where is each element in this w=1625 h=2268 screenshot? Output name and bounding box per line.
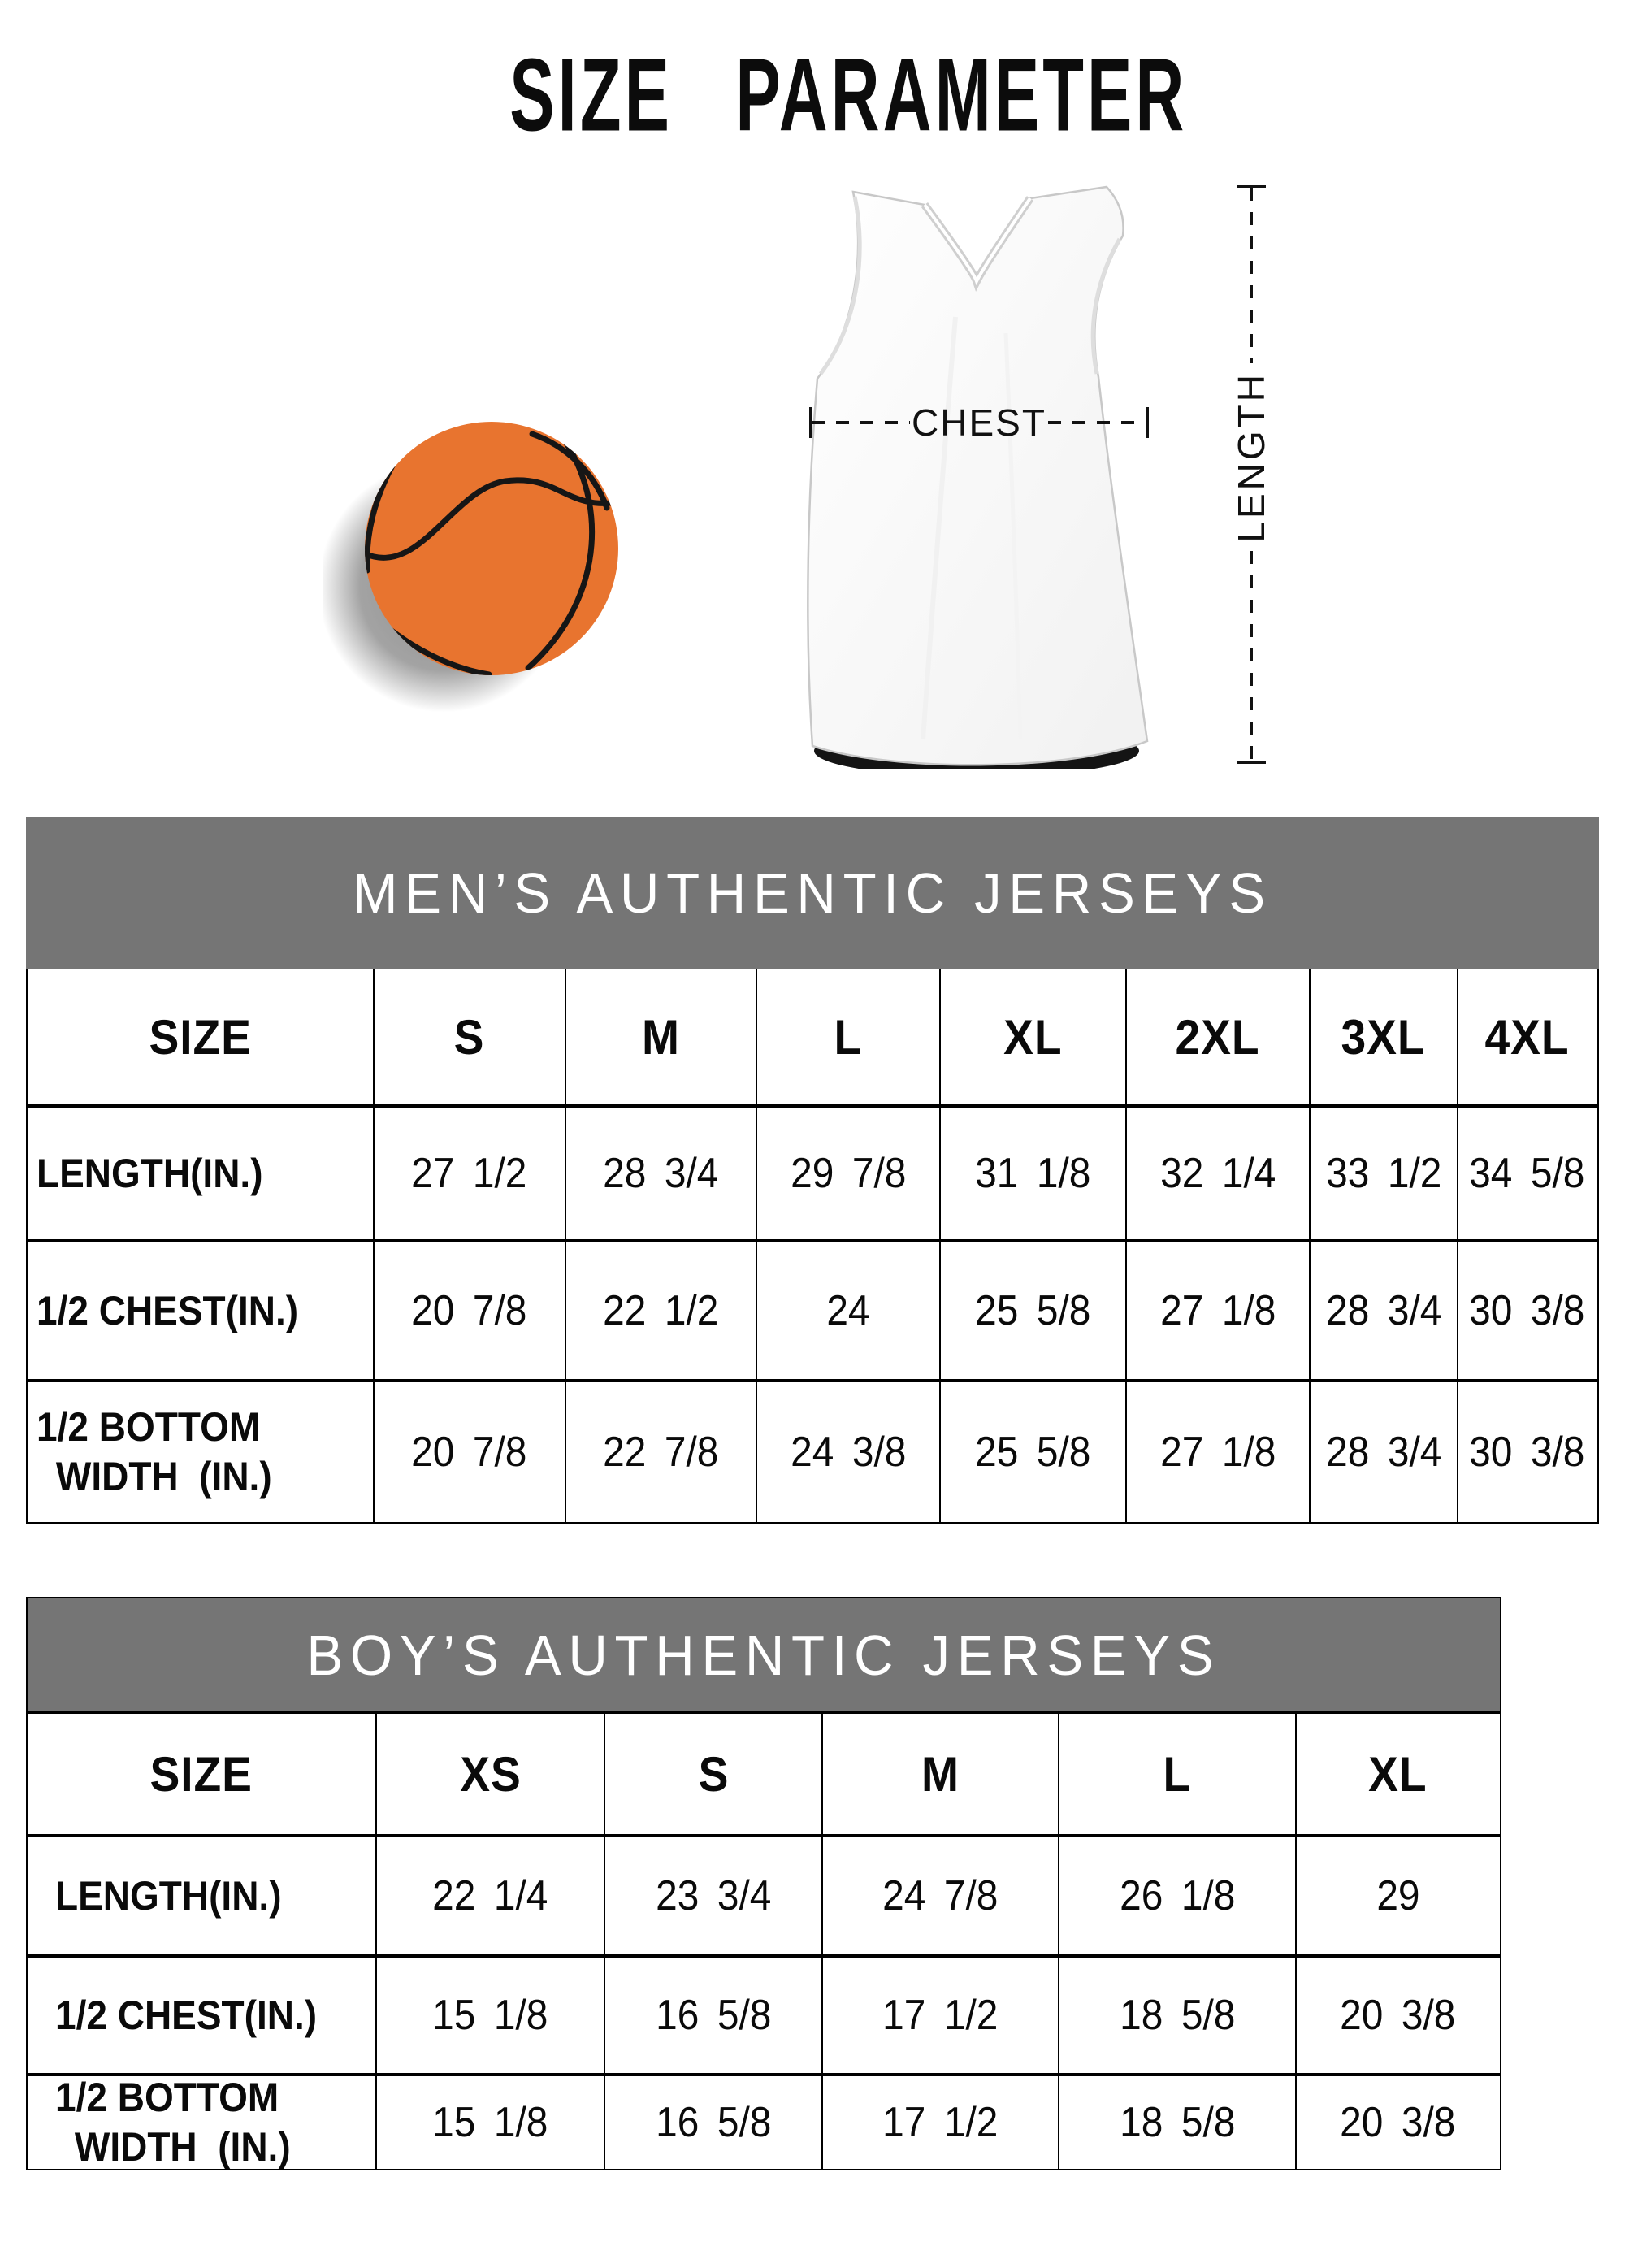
length-bottom-tick [1237,761,1266,764]
size-value: 24 7/8 [821,1834,1058,1954]
size-value: 15 1/8 [375,1954,604,2073]
column-header: S [604,1714,821,1834]
row-label: 1/2 BOTTOM WIDTH (IN.) [28,2073,375,2169]
size-value: 29 7/8 [756,1104,939,1239]
size-value: 16 5/8 [604,1954,821,2073]
boys-table-grid [28,1714,1500,2169]
size-value: 27 1/8 [1125,1239,1309,1379]
size-value: 25 5/8 [939,1379,1124,1522]
size-value: 31 1/8 [939,1104,1124,1239]
length-measure-line [1232,185,1271,764]
row-label: LENGTH(IN.) [28,1834,375,1954]
size-value: 22 7/8 [565,1379,756,1522]
size-value: 18 5/8 [1058,1954,1294,2073]
column-header: SIZE [149,1009,252,1065]
size-value: 20 3/8 [1295,2073,1500,2169]
size-value: 28 3/4 [1309,1379,1456,1522]
column-header: 3XL [1309,969,1456,1104]
size-value: 20 7/8 [373,1379,565,1522]
size-value: 28 3/4 [1309,1239,1456,1379]
length-dash-bottom [1250,551,1253,761]
size-value: 16 5/8 [604,2073,821,2169]
row-label: 1/2 CHEST(IN.) [28,1239,373,1379]
size-value: 30 3/8 [1457,1379,1597,1522]
size-value: 15 1/8 [375,2073,604,2169]
size-value: 24 [756,1239,939,1379]
size-value: 26 1/8 [1058,1834,1294,1954]
column-header: XL [939,969,1124,1104]
size-value: 27 1/8 [1125,1379,1309,1522]
size-value: 25 5/8 [939,1239,1124,1379]
size-value: 33 1/2 [1309,1104,1456,1239]
column-header: XS [375,1714,604,1834]
size-value: 17 1/2 [821,1954,1058,2073]
column-header: L [756,969,939,1104]
size-value: 23 3/4 [604,1834,821,1954]
size-value: 29 [1295,1834,1500,1954]
length-label: LENGTH [1230,371,1272,543]
chest-dash-left [812,421,910,424]
size-value: 27 1/2 [373,1104,565,1239]
boys-table-header-band [28,1598,1500,1714]
column-header: M [821,1714,1058,1834]
size-value: 24 3/8 [756,1379,939,1522]
size-value: 32 1/4 [1125,1104,1309,1239]
row-label: LENGTH(IN.) [28,1104,373,1239]
page-title: SIZE PARAMETER [509,37,1188,153]
chest-measure-line [809,401,1149,444]
mens-table-title: MEN’S AUTHENTIC JERSEYS [352,861,1273,925]
size-value: 20 7/8 [373,1239,565,1379]
row-label: 1/2 BOTTOM WIDTH (IN.) [28,1379,373,1522]
chest-label: CHEST [912,401,1046,444]
size-value: 22 1/4 [375,1834,604,1954]
jersey-image [801,171,1155,769]
size-value: 17 1/2 [821,2073,1058,2169]
size-value: 22 1/2 [565,1239,756,1379]
size-value: 28 3/4 [565,1104,756,1239]
column-header: 2XL [1125,969,1309,1104]
mens-jerseys-table [26,817,1599,1524]
column-header: 4XL [1457,969,1597,1104]
mens-table-header-band [26,817,1599,969]
column-header: S [373,969,565,1104]
chest-dash-right [1048,421,1146,424]
boys-jerseys-table [26,1597,1502,2170]
column-header: SIZE [150,1746,254,1802]
column-header: M [565,969,756,1104]
size-value: 30 3/8 [1457,1239,1597,1379]
column-header: L [1058,1714,1294,1834]
length-dash-top [1250,188,1253,363]
page-header [0,36,1625,153]
mens-table-grid [26,969,1599,1524]
boys-table-title: BOY’S AUTHENTIC JERSEYS [306,1623,1221,1687]
column-header: XL [1295,1714,1500,1834]
chest-right-tick [1146,407,1149,438]
basketball-image [323,382,673,731]
row-label: 1/2 CHEST(IN.) [28,1954,375,2073]
size-value: 18 5/8 [1058,2073,1294,2169]
size-value: 34 5/8 [1457,1104,1597,1239]
size-value: 20 3/8 [1295,1954,1500,2073]
